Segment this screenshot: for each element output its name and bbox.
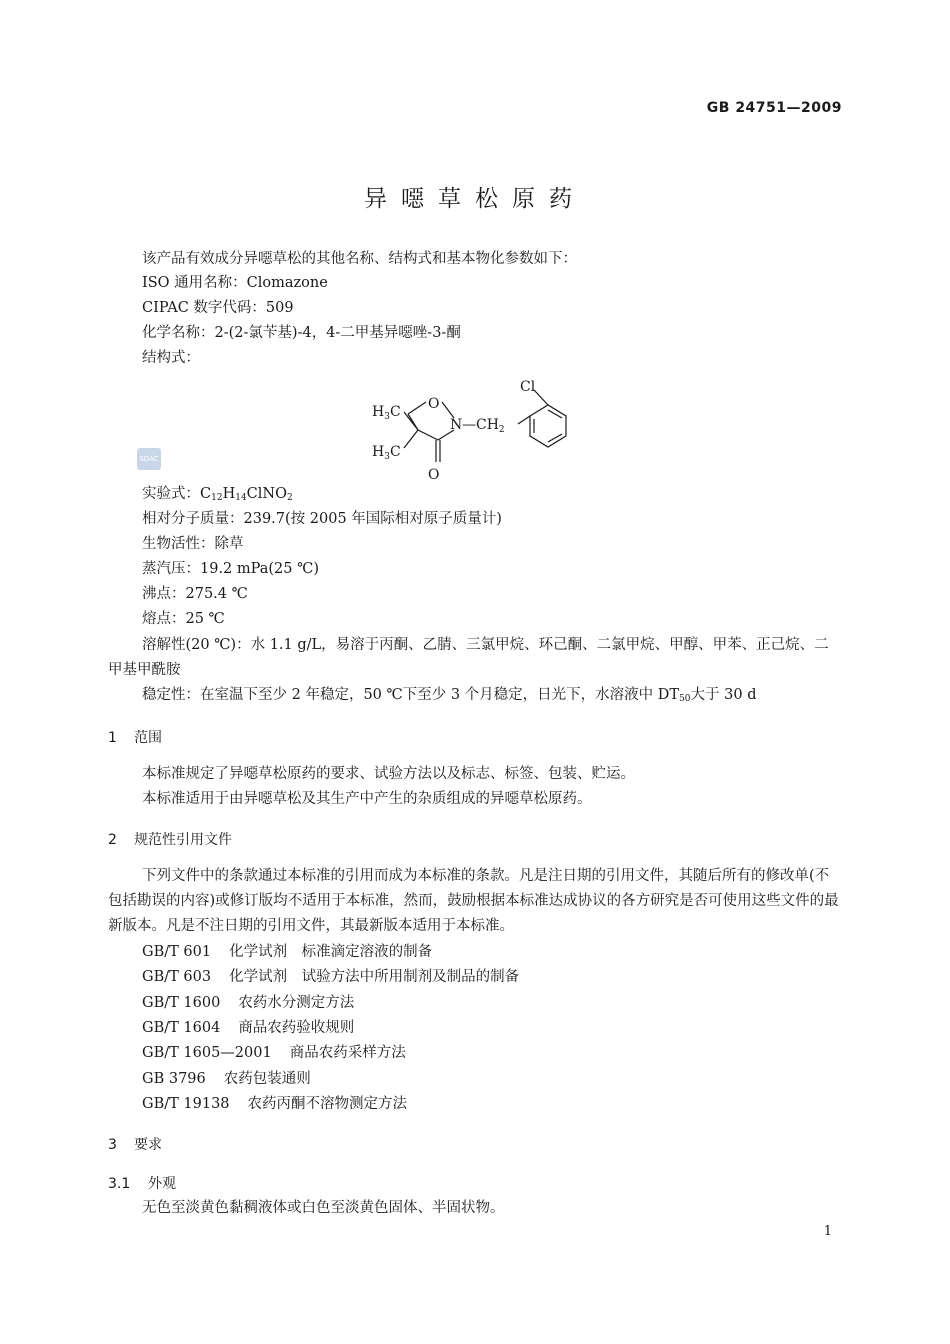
chlorine-label: Cl	[520, 379, 536, 395]
structure-label: 结构式：	[142, 350, 200, 366]
methyl-top-label: $H_3C$	[372, 404, 401, 422]
carbonyl-oxygen-label: O	[428, 467, 440, 483]
boiling-point: 沸点：275.4 ℃	[142, 586, 248, 602]
section-1-para-2: 本标准适用于由异噁草松及其生产中产生的杂质组成的异噁草松原药。	[142, 791, 592, 807]
section-2-para-1: 下列文件中的条款通过本标准的引用而成为本标准的条款。凡是注日期的引用文件，其随后所有的修改单(不包括勘误的内容)或修订版均不适用于本标准，然而，鼓励根据本标准达成协议的各方研究是否可使用这些文件的最新版本。凡是不注日期的引用文件，其最新版本适用于本标准。	[108, 868, 839, 934]
watermark-logo: SDAC	[137, 448, 161, 470]
reference-item: GB 3796 农药包装通则	[142, 1071, 311, 1087]
empirical-formula: 实验式：$C_{12}H_{14}ClNO_2$	[142, 486, 293, 503]
ring-nitrogen-label: N	[450, 417, 463, 433]
ring-oxygen-label: O	[428, 396, 440, 412]
section-3-heading: 3 要求	[108, 1137, 162, 1153]
section-3-1-para-1: 无色至淡黄色黏稠液体或白色至淡黄色固体、半固状物。	[142, 1200, 505, 1216]
reference-item: GB/T 1600 农药水分测定方法	[142, 995, 355, 1011]
cipac-code: CIPAC 数字代码：509	[142, 300, 294, 316]
section-3-1-heading: 3.1 外观	[108, 1176, 176, 1192]
stability: 稳定性：在室温下至少 2 年稳定，50 ℃下至少 3 个月稳定，日光下，水溶液中 $DT_{50}$大于 30 d	[142, 687, 757, 704]
section-2-heading: 2 规范性引用文件	[108, 832, 232, 848]
bond-methyl-top	[404, 412, 418, 430]
bond-o-n	[442, 402, 454, 418]
bond-c5-o	[408, 402, 426, 414]
reference-item: GB/T 1605—2001 商品农药采样方法	[142, 1045, 406, 1061]
vapor-pressure: 蒸汽压：19.2 mPa(25 ℃)	[142, 561, 319, 577]
benzene-inner-bond-1	[548, 410, 562, 418]
bond-c3-c4	[418, 430, 438, 440]
benzene-ring	[530, 405, 566, 447]
section-1-heading: 1 范围	[108, 730, 162, 746]
bond-chlorine	[534, 390, 548, 405]
iso-name: ISO 通用名称：Clomazone	[142, 275, 328, 291]
reference-item: GB/T 603 化学试剂 试验方法中所用制剂及制品的制备	[142, 969, 520, 985]
melting-point: 熔点：25 ℃	[142, 611, 225, 627]
chemical-name: 化学名称：2-(2-氯苄基)-4，4-二甲基异噁唑-3-酮	[142, 325, 461, 341]
molar-mass: 相对分子质量：239.7(按 2005 年国际相对原子质量计)	[142, 511, 502, 527]
methyl-bottom-label: $H_3C$	[372, 444, 401, 462]
intro-text: 该产品有效成分异噁草松的其他名称、结构式和基本物化参数如下：	[142, 251, 577, 267]
document-title: 异噁草松原药	[364, 186, 586, 212]
bond-methyl-bottom	[404, 430, 418, 448]
biological-activity: 生物活性：除草	[142, 536, 244, 552]
reference-item: GB/T 1604 商品农药验收规则	[142, 1020, 355, 1036]
standard-code: GB 24751—2009	[706, 100, 842, 116]
bond-ch2-ring	[518, 416, 530, 424]
reference-item: GB/T 19138 农药丙酮不溶物测定方法	[142, 1096, 408, 1112]
reference-item: GB/T 601 化学试剂 标准滴定溶液的制备	[142, 944, 433, 960]
benzene-inner-bond-2	[548, 434, 562, 442]
structural-formula	[360, 372, 600, 484]
page-number: 1	[823, 1224, 832, 1239]
solubility: 溶解性(20 ℃)：水 1.1 g/L，易溶于丙酮、乙腈、三氯甲烷、环己酮、二氯甲烷、甲醇、甲苯、正己烷、二甲基甲酰胺	[108, 637, 829, 678]
ch2-label: $—CH_2$	[462, 417, 505, 435]
section-1-para-1: 本标准规定了异噁草松原药的要求、试验方法以及标志、标签、包装、贮运。	[142, 766, 635, 782]
